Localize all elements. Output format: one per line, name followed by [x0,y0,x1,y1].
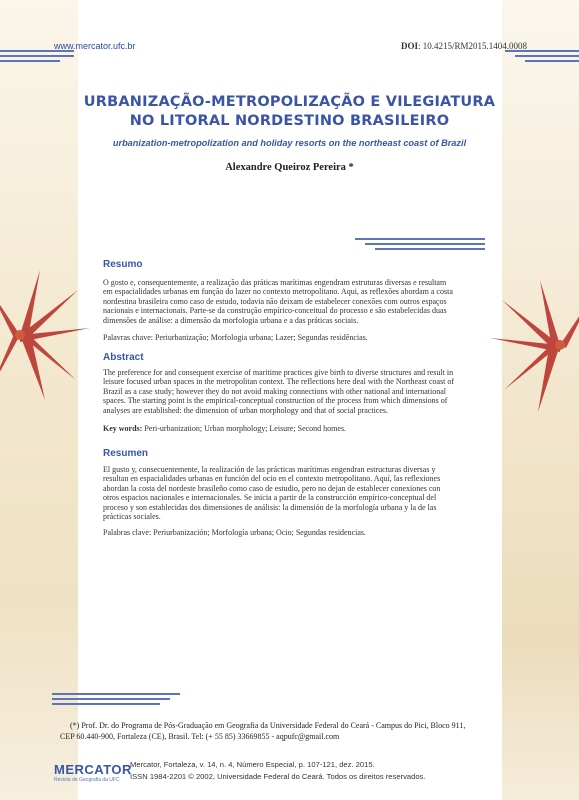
text-line: otros espacios nacionales e internacionales. Se inicia a partir de la construcción empírico-conceptual del [103,493,437,503]
resumo-heading: Resumo [103,259,143,270]
author: Alexandre Queiroz Pereira * [225,162,354,173]
resumo-text [103,278,475,325]
footnote-line-1: (*) Prof. Dr. do Programa de Pós-Graduação em Geografia da Universidade Federal do Ceará - Campus do Pici, Bloco 911, [70,721,466,730]
author-footnote [60,720,519,742]
citation-line: Mercator, Fortaleza, v. 14, n. 4, Número Especial, p. 107-121, dez. 2015. [130,760,375,769]
text-line: resultan en espacialidades urbanas en función del ocio en el contexto metropolitano. Aquí, las reflexiones [103,474,441,484]
text-line: prácticas sociales. [103,512,161,522]
text-line: abordan la costa del nordeste brasileño como caso de estudio, pero no dejan de establecer conexiones con [103,483,441,493]
text-line: Brazil as a case study; however they do not avoid making connections with other national and international [103,386,447,396]
abstract-keywords [103,424,475,433]
logo-text: MERCATOR [54,762,132,777]
logo-subtitle: Revista de Geografia da UFC [54,777,120,783]
text-line: nordestina brasileira como caso de estudo, todavia não deixam de estabelecer conexões com outros espaços [103,296,447,306]
issn-line: ISSN 1984-2201 © 2002, Universidade Federal do Ceará. Todos os direitos reservados. [130,772,426,781]
footnote-line-2: CEP 60.440-900, Fortaleza (CE), Brasil. Tel: (+ 55 85) 33669855 - aqpufc@gmail.com [60,732,340,741]
text-line: em espacialidades urbanas em função do lazer no contexto metropolitano. Aqui, as reflexões abordam a costa [103,287,453,297]
abstract-text [103,368,475,415]
keywords-label: Key words: [103,424,143,433]
doi [401,41,527,51]
text-line: dimensões de análise: a dimensão da morfologia urbana e a das práticas sociais. [103,315,359,325]
resumo-keywords [103,333,475,342]
journal-url[interactable]: www.mercator.ufc.br [54,41,136,51]
text-line: The preference for and consequent exercise of maritime practices give birth to diverse structures and result in [103,368,454,377]
text-line: proceso y son establecidas dos dimensiones de análisis: la dimensión de la morfología urbana y la de las [103,502,437,512]
keywords-text: : Periurbanização; Morfologia urbana; Lazer; Segundas residências. [150,333,368,342]
resumen-heading: Resumen [103,448,149,459]
article-title [60,93,519,131]
keywords-text: : Periurbanización; Morfología urbana; Ocio; Segundas residencias. [148,528,367,537]
footer-citation [130,759,425,783]
compass-rose-left-icon [0,250,100,420]
title-line-1: URBANIZAÇÃO-METROPOLIZAÇÃO E VILEGIATURA [83,94,496,110]
title-line-2: NO LITORAL NORDESTINO BRASILEIRO [129,113,450,129]
keywords-label: Palavras chave [103,333,151,342]
text-line: analyses are established: the dimension of urban morphology and that of social practices. [103,405,389,415]
abstract-heading: Abstract [103,352,144,363]
text-line: El gusto y, consecuentemente, la realización de las prácticas marítimas engendran estructuras diversas y [103,465,436,474]
keywords-label: Palabras clave [103,528,149,537]
resumen-text [103,465,475,521]
text-line: nacionais e internacionais. Parte-se da construção empírico-conceitual do processo e são estabelecidas duas [103,306,447,316]
keywords-text: Peri-urbanization; Urban morphology; Leisure; Second homes. [142,424,347,433]
text-line: O gosto e, consequentemente, a realização das práticas marítimas engendram estruturas diversas e resultam [103,278,447,287]
resumen-keywords [103,528,475,537]
mercator-logo [54,762,132,783]
doi-label: DOI [400,41,418,51]
text-line: leisure focused urban spaces in the metropolitan context. The reflections here deal with the Northeast coast of [103,377,455,387]
article-subtitle: urbanization-metropolization and holiday resorts on the northeast coast of Brazil [112,138,467,148]
text-line: spaces. The starting point is the empirical-conceptual construction of the process from which dimensions of [103,396,448,406]
compass-rose-right-icon [480,260,579,430]
doi-value: : 10.4215/RM2015.1404.0008 [417,41,527,51]
